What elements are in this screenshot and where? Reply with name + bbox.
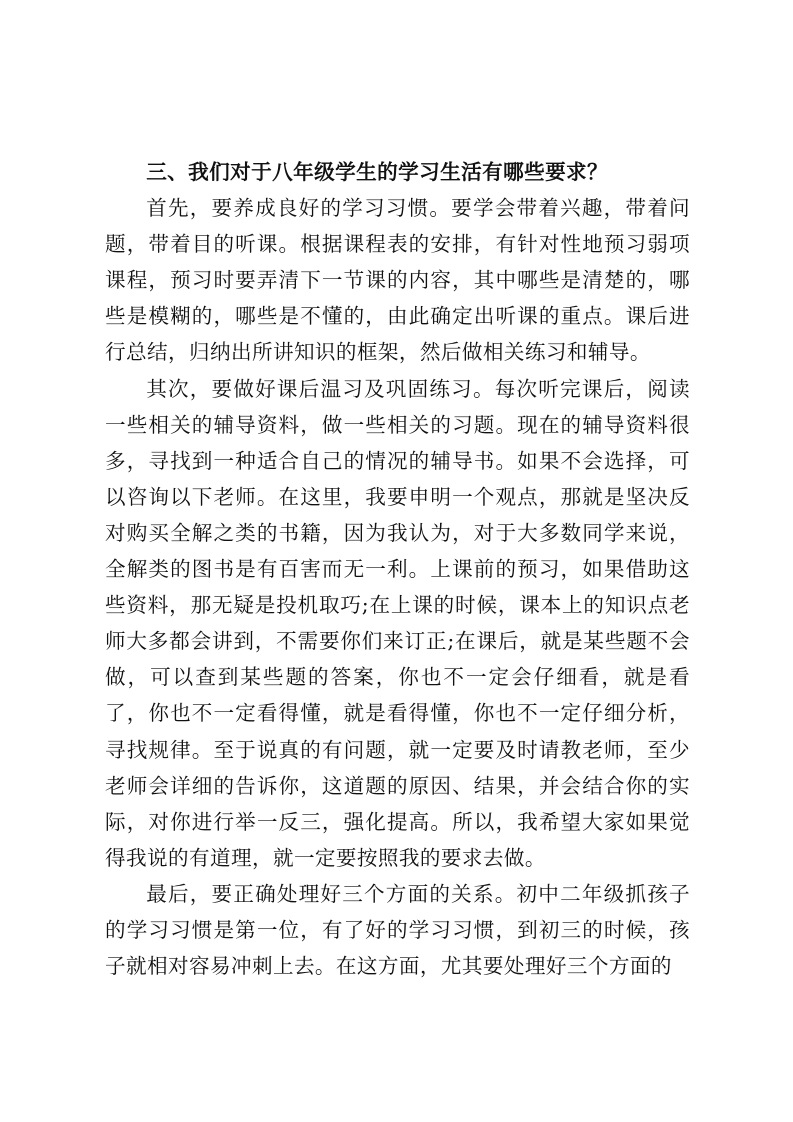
section-heading: 三、我们对于八年级学生的学习生活有哪些要求？ — [146, 160, 609, 184]
paragraph-habits: 首先，要养成良好的学习习惯。要学会带着兴趣，带着问题，带着目的听课。根据课程表的安排，有针对性地预习弱项课程，预习时要弄清下一节课的内容，其中哪些是清楚的，哪些是模糊的，哪些是不懂的，由此确定出听课的重点。课后进行总结，归纳出所讲知识的框架，然后做相关练习和辅导。 — [105, 196, 690, 365]
paragraph-relations: 最后，要正确处理好三个方面的关系。初中二年级抓孩子的学习习惯是第一位，有了好的学习习惯，到初三的时候，孩子就相对容易冲刺上去。在这方面，尤其要处理好三个方面的 — [105, 881, 690, 979]
document-body — [105, 154, 690, 984]
paragraph-review: 其次，要做好课后温习及巩固练习。每次听完课后，阅读一些相关的辅导资料，做一些相关的习题。现在的辅导资料很多，寻找到一种适合自己的情况的辅导书。如果不会选择，可以咨询以下老师。在这里，我要申明一个观点，那就是坚决反对购买全解之类的书籍，因为我认为，对于大多数同学来说，全解类的图书是有百害而无一利。上课前的预习，如果借助这些资料，那无疑是投机取巧;在上课的时候，课本上的知识点老师大多都会讲到，不需要你们来订正;在课后，就是某些题不会做，可以查到某些题的答案，你也不一定会仔细看，就是看了，你也不一定看得懂，就是看得懂，你也不一定仔细分析，寻找规律。至于说真的有问题，就一定要及时请教老师，至少老师会详细的告诉你，这道题的原因、结果，并会结合你的实际，对你进行举一反三，强化提高。所以，我希望大家如果觉得我说的有道理，就一定要按照我的要求去做。 — [105, 376, 690, 870]
